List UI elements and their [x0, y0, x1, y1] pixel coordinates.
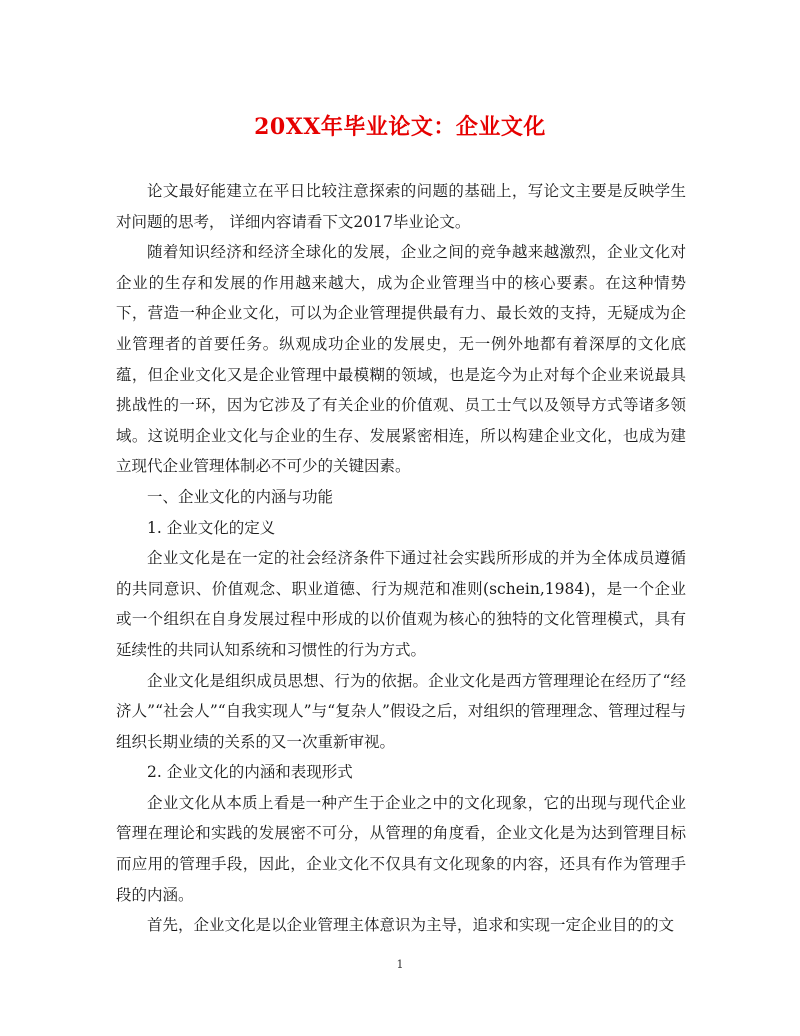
- page-number: 1: [396, 958, 404, 971]
- paragraph-background: 随着知识经济和经济全球化的发展，企业之间的竞争越来越激烈，企业文化对企业的生存和发展的作用越来越大，成为企业管理当中的核心要素。在这种情势下，营造一种企业文化，可以为企业管理提供最有力、最长效的支持，无疑成为企业管理者的首要任务。纵观成功企业的发展史，无一例外地都有着深厚的文化底蕴，但企业文化又是企业管理中最模糊的领域，也是迄今为止对每个企业来说最具挑战性的一环，因为它涉及了有关企业的价值观、员工士气以及领导方式等诸多领域。这说明企业文化与企业的生存、发展紧密相连，所以构建企业文化，也成为建立现代企业管理体制必不可少的关键因素。: [116, 243, 686, 476]
- paragraph-essence: 企业文化从本质上看是一种产生于企业之中的文化现象，它的出现与现代企业管理在理论和实践的发展密不可分，从管理的角度看，企业文化是为达到管理目标而应用的管理手段，因此，企业文化不仅具有文化现象的内容，还具有作为管理手段的内涵。: [116, 793, 686, 904]
- subsection-heading: 1. 企业文化的定义: [147, 518, 276, 537]
- paragraph-definition: 企业文化是在一定的社会经济条件下通过社会实践所形成的并为全体成员遵循的共同意识、价值观念、职业道德、行为规范和准则(schein,1984)，是一个企业或一个组织在自身发展过程中形成的以价值观为核心的独特的文化管理模式，具有延续性的共同认知系统和习惯性的行为方式。: [116, 549, 686, 659]
- paragraph-first: 首先，企业文化是以企业管理主体意识为主导，追求和实现一定企业目的的文: [147, 916, 675, 935]
- subsection-heading: 2. 企业文化的内涵和表现形式: [147, 763, 353, 782]
- paragraph-basis: 企业文化是组织成员思想、行为的依据。企业文化是西方管理理论在经历了“经济人”“社会人”“自我实现人”与“复杂人”假设之后，对组织的管理理念、管理过程与组织长期业绩的关系的又一次重新审视。: [116, 671, 686, 751]
- document-title: 20XX年毕业论文：企业文化: [254, 114, 546, 140]
- paragraph-intro: 论文最好能建立在平日比较注意探索的问题的基础上，写论文主要是反映学生对问题的思考， 详细内容请看下文2017毕业论文。: [116, 182, 686, 231]
- section-heading: 一、企业文化的内涵与功能: [147, 487, 334, 506]
- document-body: [116, 176, 686, 941]
